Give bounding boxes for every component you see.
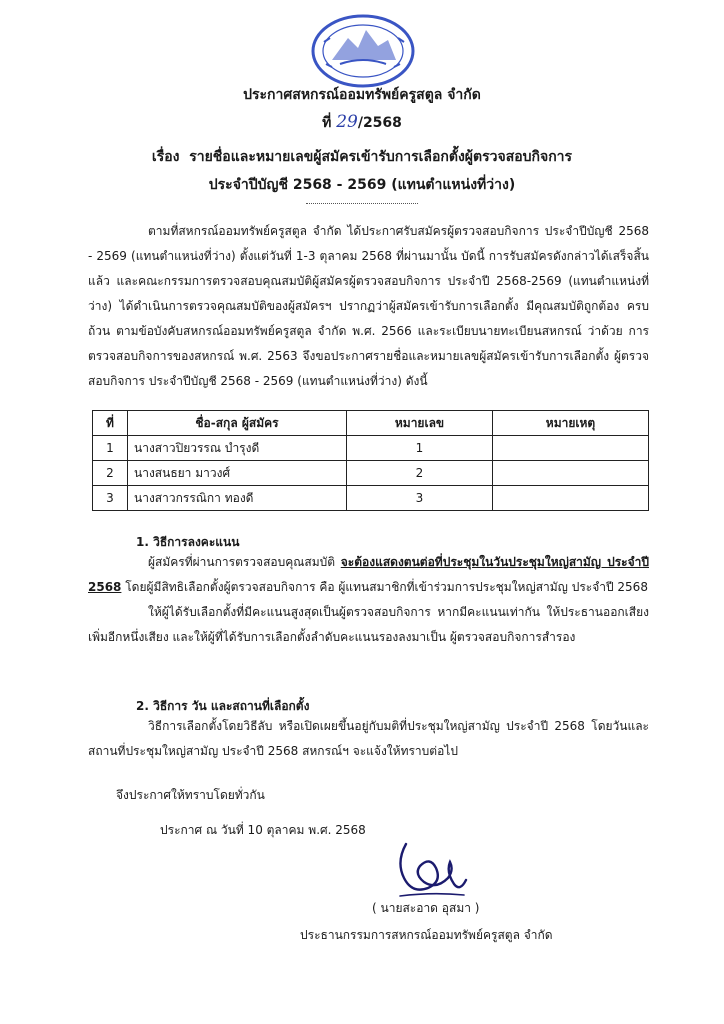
section1-body xyxy=(88,550,649,650)
intro-text: ตามที่สหกรณ์ออมทรัพย์ครูสตูล จำกัด ได้ประกาศรับสมัครผู้ตรวจสอบกิจการ ประจำปีบัญชี 2568 - 2569 (แทนตำแหน่งที่ว่าง) ตั้งแต่วันที่ 1-3 ตุลาคม 2568 ที่ผ่านมานั้น บัดนี้ การรับสมัครดังกล่าวได้เสร็จสิ้นแล้ว และคณะกรรมการตรวจสอบคุณสมบัติผู้สมัครผู้ตรวจสอบกิจการ ประจำปี 2568-2569 (แทนตำแหน่งที่ว่าง) ได้ดำเนินการตรวจคุณสมบัติของผู้สมัครฯ ปรากฏว่าผู้สมัครเข้ารับการเลือกตั้ง มีคุณสมบัติถูกต้อง ครบถ้วน ตามข้อบังคับสหกรณ์ออมทรัพย์ครูสตูล จำกัด พ.ศ. 2566 และระเบียบนายทะเบียนสหกรณ์ ว่าด้วย การตรวจสอบกิจการของสหกรณ์ พ.ศ. 2563 จึงขอประกาศรายชื่อและหมายเลขผู้สมัครเข้ารับการเลือกตั้ง ผู้ตรวจสอบกิจการ ประจำปีบัญชี 2568 - 2569 (แทนตำแหน่งที่ว่าง) ดังนี้ xyxy=(88,224,649,388)
section1-p1-before: ผู้สมัครที่ผ่านการตรวจสอบคุณสมบัติ xyxy=(148,555,336,569)
handwritten-signature xyxy=(392,838,470,900)
col-header-note: หมายเหตุ xyxy=(493,411,649,436)
section1-paragraph2: ให้ผู้ได้รับเลือกตั้งที่มีคะแนนสูงสุดเป็นผู้ตรวจสอบกิจการ หากมีคะแนนเท่ากัน ให้ประธานออกเสียงเพิ่มอีกหนึ่งเสียง และให้ผู้ที่ได้รับการเลือกตั้งลำดับคะแนนรองลงมาเป็น ผู้ตรวจสอบกิจการสำรอง xyxy=(88,605,649,644)
signer-name: ( นายสะอาด อุสมา ) xyxy=(372,901,480,915)
section1-p1-after: โดยผู้มีสิทธิเลือกตั้งผู้ตรวจสอบกิจการ คือ ผู้แทนสมาชิกที่เข้าร่วมการประชุมใหญ่สามัญ ประจำปี 2568 xyxy=(125,580,648,594)
cell-number: 2 xyxy=(347,461,493,486)
announcement-date: ประกาศ ณ วันที่ 10 ตุลาคม พ.ศ. 2568 xyxy=(160,823,366,837)
cell-no: 1 xyxy=(93,436,128,461)
intro-paragraph xyxy=(88,219,649,394)
col-header-name: ชื่อ-สกุล ผู้สมัคร xyxy=(128,411,347,436)
cell-no: 3 xyxy=(93,486,128,511)
table-row xyxy=(93,486,649,511)
cell-name: นางสาวปิยวรรณ บำรุงดี xyxy=(128,436,347,461)
official-seal-stamp xyxy=(310,12,416,90)
subject-year-line: ประจำปีบัญชี 2568 - 2569 (แทนตำแหน่งที่ว่าง) xyxy=(208,177,516,193)
signer-position: ประธานกรรมการสหกรณ์ออมทรัพย์ครูสตูล จำกัด xyxy=(300,928,553,942)
subject-line xyxy=(0,146,724,168)
cell-note xyxy=(493,461,649,486)
number-suffix: /2568 xyxy=(357,115,402,131)
cell-note xyxy=(493,436,649,461)
table-row xyxy=(93,436,649,461)
section2-heading: 2. วิธีการ วัน และสถานที่เลือกตั้ง xyxy=(136,699,310,713)
section1-p1-emphasis: จะต้องแสดงตนต่อที่ประชุมในวันประชุมใหญ่สามัญ ประจำปี 2568 xyxy=(88,555,649,594)
closing-announcement: จึงประกาศให้ทราบโดยทั่วกัน xyxy=(116,788,265,802)
dotted-separator xyxy=(306,203,418,204)
col-header-no: ที่ xyxy=(93,411,128,436)
table-row xyxy=(93,461,649,486)
page-title: ประกาศสหกรณ์ออมทรัพย์ครูสตูล จำกัด xyxy=(243,87,481,103)
number-prefix: ที่ xyxy=(322,115,332,131)
candidate-table xyxy=(92,410,649,511)
cell-number: 1 xyxy=(347,436,493,461)
col-header-number: หมายเลข xyxy=(347,411,493,436)
cell-name: นางสนธยา มาวงศ์ xyxy=(128,461,347,486)
cell-name: นางสาวกรรณิกา ทองดี xyxy=(128,486,347,511)
announcement-number xyxy=(0,112,724,134)
section2-body xyxy=(88,714,649,764)
subject-label: เรื่อง xyxy=(151,149,180,165)
table-header-row xyxy=(93,411,649,436)
cell-number: 3 xyxy=(347,486,493,511)
cell-no: 2 xyxy=(93,461,128,486)
section1-heading: 1. วิธีการลงคะแนน xyxy=(136,535,240,549)
subject-text: รายชื่อและหมายเลขผู้สมัครเข้ารับการเลือกตั้งผู้ตรวจสอบกิจการ xyxy=(189,149,573,165)
section2-paragraph1: วิธีการเลือกตั้งโดยวิธีลับ หรือเปิดเผยขึ้นอยู่กับมติที่ประชุมใหญ่สามัญ ประจำปี 2568 โดยวันและสถานที่ประชุมใหญ่สามัญ ประจำปี 2568 สหกรณ์ฯ จะแจ้งให้ทราบต่อไป xyxy=(88,719,649,758)
section1-paragraph1 xyxy=(88,550,649,600)
handwritten-number: 29 xyxy=(336,112,358,132)
cell-note xyxy=(493,486,649,511)
